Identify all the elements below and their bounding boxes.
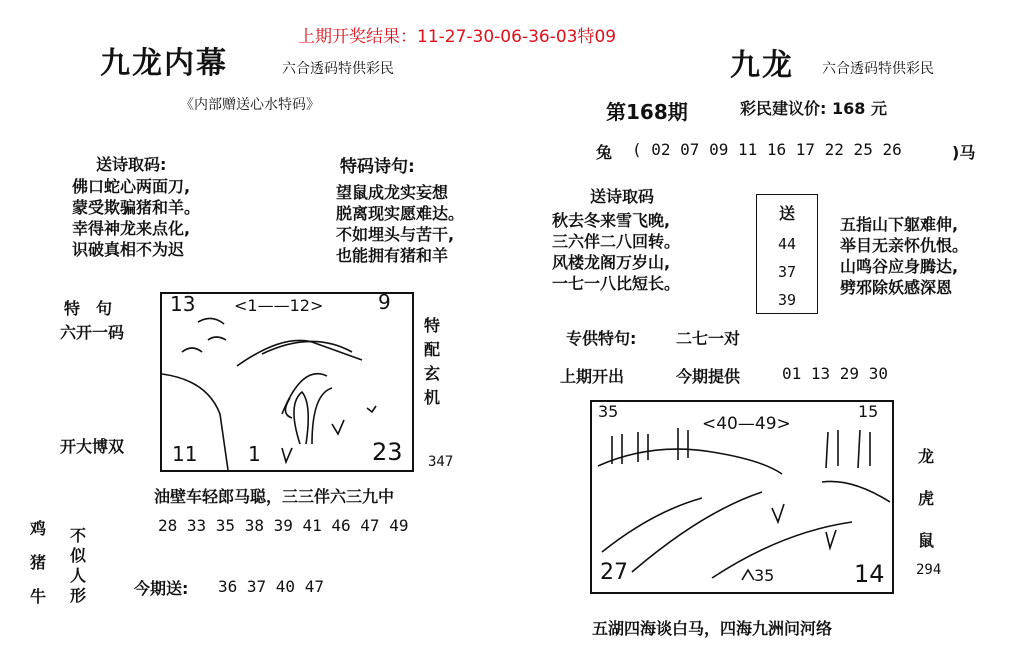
side-char: 配: [424, 340, 441, 359]
poem-line: 劈邪除妖感深恩: [840, 278, 953, 297]
hand-number: 14: [854, 560, 885, 588]
right-riddle-drawing: [590, 400, 894, 594]
gift-line: 《内部赠送心水特码》: [180, 97, 320, 113]
send-box-number: 44: [777, 235, 797, 253]
left-title: 九龙内幕: [100, 46, 228, 81]
side-char: 龙: [918, 447, 935, 466]
poem-line: 幸得神龙来点化,: [72, 219, 191, 238]
left-side-hint: [424, 314, 440, 410]
animal-char: 牛: [30, 587, 47, 606]
right-verse: 五湖四海谈白马，四海九洲问河络: [592, 619, 833, 638]
right-side-animals: [918, 436, 934, 562]
animal-right: )马: [952, 143, 976, 162]
poem-line: 脱离现实愿难达。: [336, 204, 465, 223]
price: 彩民建议价: 168 元: [740, 99, 887, 118]
poem-line: 不如埋头与苦干,: [336, 225, 455, 244]
poem-line: 佛口蛇心两面刀,: [72, 177, 191, 196]
not-like-char: 人: [70, 566, 87, 585]
hand-range: <1——12>: [234, 296, 324, 315]
left-animals: [30, 512, 46, 614]
open-big-even: 开大博双: [60, 437, 125, 456]
hand-range: <40—49>: [702, 414, 791, 434]
hand-number: 13: [170, 292, 196, 316]
send-label: 今期送:: [134, 579, 189, 598]
send-box: [756, 194, 818, 314]
animal-char: 鸡: [30, 519, 47, 538]
offer-numbers: 01 13 29 30: [782, 364, 888, 383]
left-riddle-drawing: [160, 292, 414, 472]
send-box-number: 39: [777, 291, 797, 309]
hand-number: 27: [600, 560, 628, 585]
left-subtitle: 六合透码特供彩民: [282, 61, 394, 77]
special-offer-text: 二七一对: [676, 329, 741, 348]
right-poem-left: [552, 210, 680, 294]
not-like-char: 不: [70, 526, 87, 545]
right-side-number: 294: [916, 562, 942, 578]
hand-number: 35: [598, 402, 619, 421]
special-poem-title: 特码诗句:: [340, 157, 415, 177]
left-verse: 油壁车轻郎马聪，三三伴六三九中: [154, 487, 395, 506]
left-side-number: 347: [428, 454, 454, 470]
side-char: 玄: [424, 364, 441, 383]
animal-left: 兔: [596, 143, 613, 162]
right-poem-right: [840, 214, 968, 298]
send-numbers: 36 37 40 47: [218, 577, 324, 596]
hand-number: 9: [378, 290, 391, 314]
left-number-line: 28 33 35 38 39 41 46 47 49: [158, 516, 409, 535]
poem-line: 蒙受欺骗猪和羊。: [72, 198, 201, 217]
left-poem-title: 送诗取码:: [96, 155, 167, 174]
left-poem: [72, 176, 200, 260]
animal-char: 猪: [30, 553, 47, 572]
number-list: ( 02 07 09 11 16 17 22 25 26: [632, 140, 902, 159]
side-char: 机: [424, 388, 441, 407]
poem-line: 三六伴二八回转。: [552, 232, 681, 251]
hand-number: 1: [248, 442, 261, 466]
special-poem: [336, 182, 464, 266]
poem-line: 识破真相不为迟: [72, 240, 185, 259]
poem-line: 秋去冬来雪飞晚,: [552, 211, 671, 230]
special-offer-label: 专供特句:: [566, 329, 637, 348]
side-char: 虎: [918, 489, 935, 508]
side-char: 特: [424, 316, 441, 335]
send-box-title: 送: [778, 204, 795, 223]
not-like-human: [70, 526, 86, 606]
special-sentence-title: 特 句: [64, 299, 113, 318]
not-like-char: 似: [70, 546, 87, 565]
not-like-char: 形: [70, 586, 87, 605]
poem-line: 一七一八比短长。: [552, 274, 681, 293]
poem-line: 望鼠成龙实妄想: [336, 183, 449, 202]
hand-number: 11: [172, 442, 198, 466]
hand-number: 15: [858, 402, 879, 421]
poem-line: 风楼龙阁万岁山,: [552, 253, 671, 272]
special-sentence: 六开一码: [60, 323, 125, 342]
hand-number: 23: [372, 438, 403, 466]
poem-line: 山鸣谷应身腾达,: [840, 257, 959, 276]
side-char: 鼠: [918, 531, 935, 550]
right-poem-title: 送诗取码: [590, 187, 655, 206]
period: 第168期: [606, 100, 688, 124]
hand-number: 35: [754, 566, 775, 585]
poem-line: 举目无亲怀仇恨。: [840, 236, 969, 255]
right-subtitle: 六合透码特供彩民: [822, 61, 934, 77]
poem-line: 五指山下躯难伸,: [840, 215, 959, 234]
poem-line: 也能拥有猪和羊: [336, 246, 449, 265]
send-box-number: 37: [777, 263, 797, 281]
last-result-banner: 上期开奖结果：11-27-30-06-36-03特09: [298, 27, 617, 47]
this-offer-label: 今期提供: [676, 367, 741, 386]
right-title: 九龙: [730, 48, 794, 83]
last-open-label: 上期开出: [560, 367, 625, 386]
